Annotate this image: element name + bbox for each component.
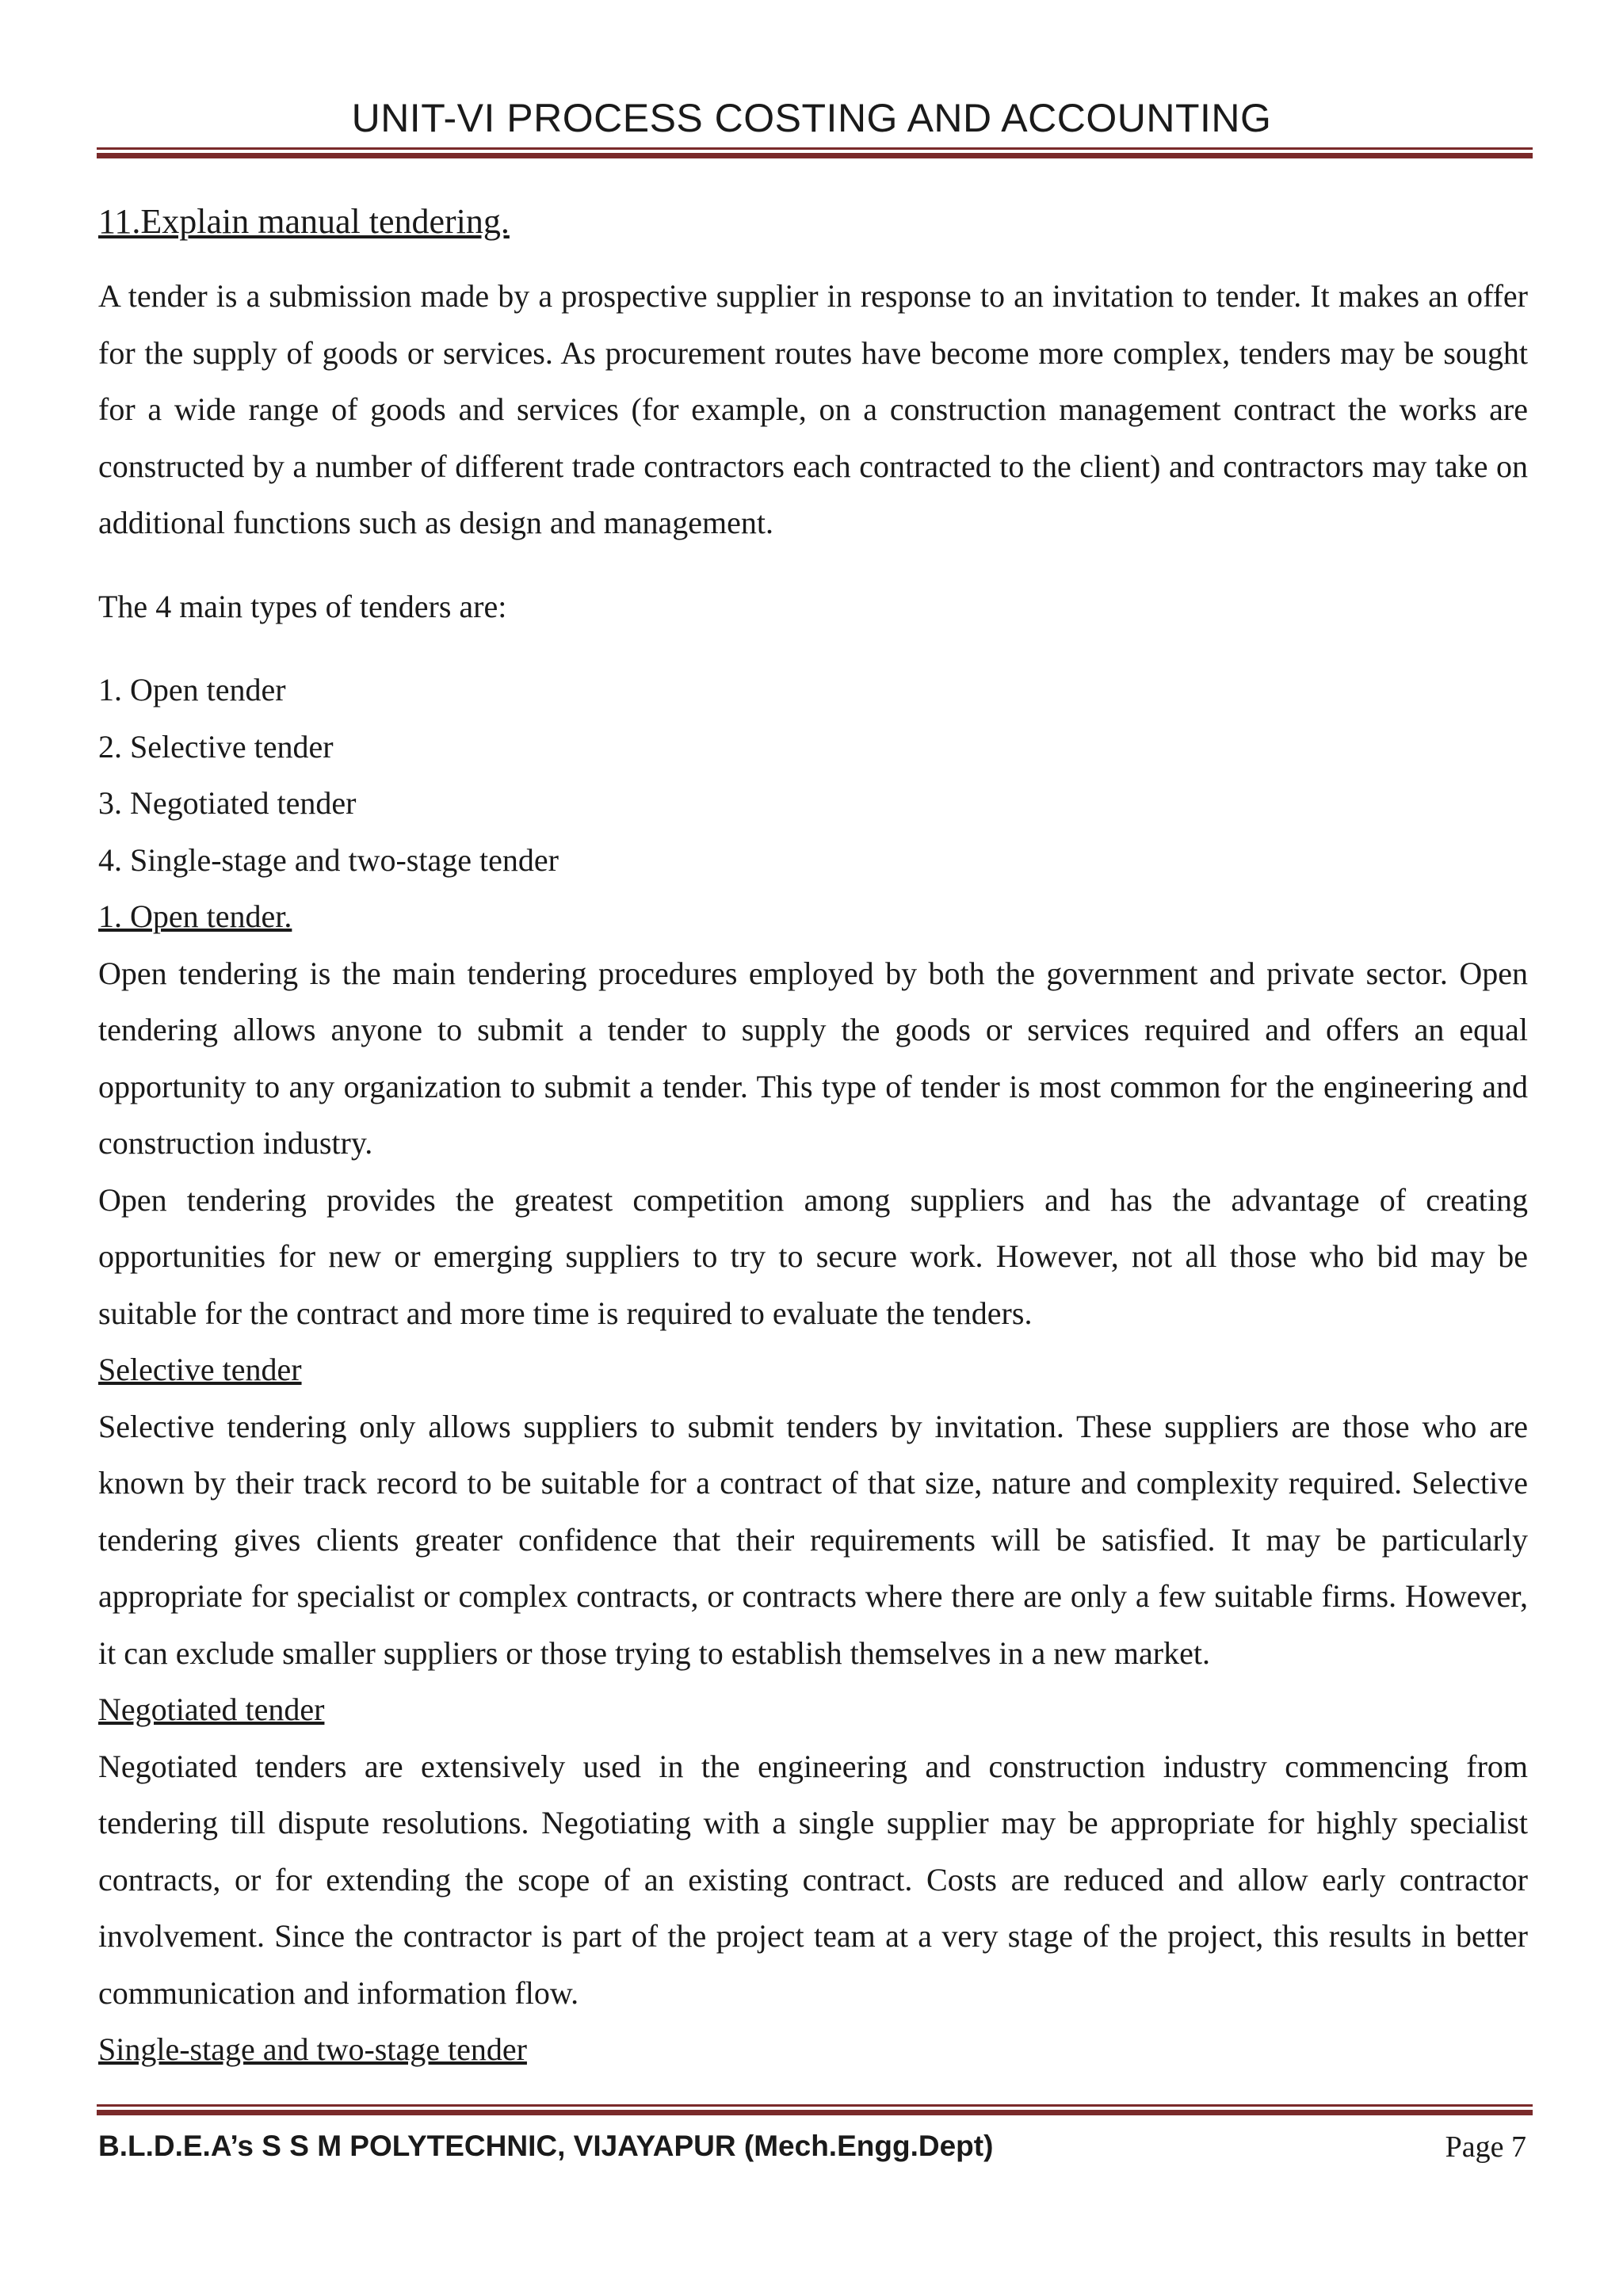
header-rule-thin — [97, 147, 1533, 150]
negotiated-tender-heading: Negotiated tender — [98, 1691, 325, 1727]
negotiated-tender-paragraph: Negotiated tenders are extensively used in the engineering and construction industry commencing from tendering till dispute resolutions. Negotiating with a single supplier may be appropriate for highly specialist contracts, or for extending the scope of an existing contract. Costs are reduced and allow early contractor involvement. Since the contractor is part of the project team at a very stage of the project, this results in better communication and information flow. — [98, 1748, 1528, 2011]
footer-page-number: Page 7 — [1445, 2130, 1526, 2164]
list-item: 3. Negotiated tender — [98, 785, 357, 821]
list-item: 1. Open tender — [98, 672, 286, 707]
open-tender-paragraph-1: Open tendering is the main tendering procedures employed by both the government and private sector. Open tendering allows anyone to submit a tender to supply the goods or services required and offers an equal opportunity to any organization to submit a tender. This type of tender is most common for the engineering and construction industry. — [98, 955, 1528, 1161]
intro-paragraph: A tender is a submission made by a prospective supplier in response to an invitation to tender. It makes an offer for the supply of goods or services. As procurement routes have become more complex, tenders may be sought for a wide range of goods and services (for example, on a construction management contract the works are constructed by a number of different trade contractors each contracted to the client) and contractors may take on additional functions such as design and management. — [98, 278, 1528, 540]
question-heading: 11.Explain manual tendering. — [98, 202, 510, 241]
open-tender-heading: 1. Open tender. — [98, 898, 292, 934]
stage-tender-heading: Single-stage and two-stage tender — [98, 2031, 527, 2067]
types-intro: The 4 main types of tenders are: — [98, 588, 507, 624]
header-rule-thick — [97, 153, 1533, 158]
footer-institution: B.L.D.E.A’s S S M POLYTECHNIC, VIJAYAPUR (Mech.Engg.Dept) — [98, 2130, 994, 2162]
open-tender-paragraph-2: Open tendering provides the greatest competition among suppliers and has the advantage of creating opportunities for new or emerging suppliers to try to secure work. However, not all those who bid may be suitable for the contract and more time is required to evaluate the tenders. — [98, 1181, 1528, 1331]
footer-rule-thick — [97, 2110, 1533, 2115]
list-item: 2. Selective tender — [98, 728, 334, 765]
selective-tender-heading: Selective tender — [98, 1352, 302, 1387]
list-item: 4. Single-stage and two-stage tender — [98, 841, 559, 878]
footer-rule-thin — [97, 2104, 1533, 2107]
selective-tender-paragraph: Selective tendering only allows suppliers to submit tenders by invitation. These suppliers are those who are known by their track record to be suitable for a contract of that size, nature and complexity required. Selective tendering gives clients greater confidence that their requirements will be satisfied. It may be particularly appropriate for specialist or complex contracts, or contracts where there are only a few suitable firms. However, it can exclude smaller suppliers or those trying to establish themselves in a new market. — [98, 1408, 1528, 1671]
document-body — [98, 198, 1528, 2078]
types-list — [98, 662, 1528, 888]
page-header-title: UNIT-VI PROCESS COSTING AND ACCOUNTING — [351, 96, 1272, 140]
